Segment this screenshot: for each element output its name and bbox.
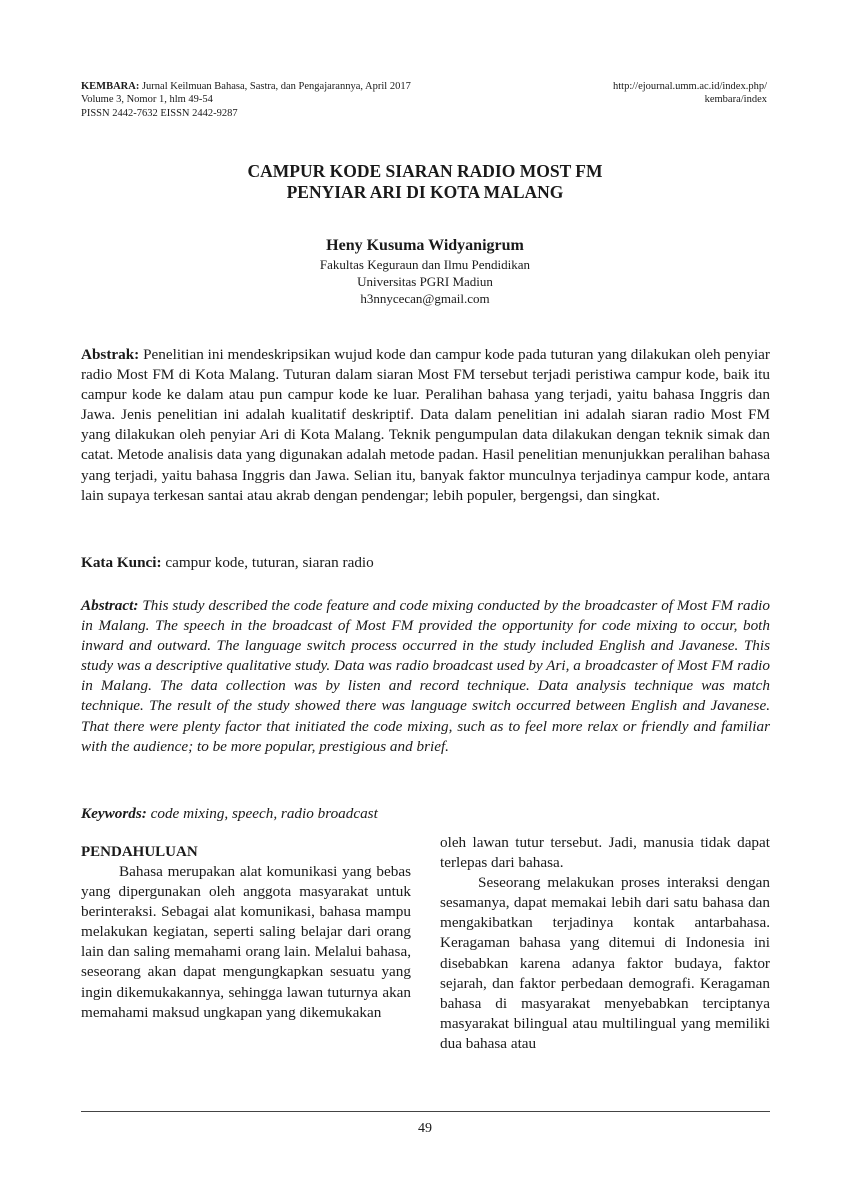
abstrak-paragraph (81, 345, 770, 506)
abstrak-text: Penelitian ini mendeskripsikan wujud kode dan campur kode pada tuturan yang dilakukan oleh penyiar radio Most FM di Kota Malang. Tuturan dalam siaran Most FM tersebut terjadi peristiwa campur kode, baik itu campur kode ke dalam atau pun campur kode ke luar. Peralihan bahasa yang terjadi, yaitu bahasa Inggris dan Jawa. Jenis penelitian ini adalah kualitatif deskriptif. Data dalam penelitian ini adalah siaran radio Most FM yang dilakukan oleh penyiar Ari di Kota Malang. Teknik pengumpulan data dilakukan dengan teknik simak dan catat. Metode analisis data yang digunakan adalah metode padan. Hasil penelitian menunjukkan peralihan bahasa yang terjadi, yaitu bahasa Inggris dan Jawa. Selian itu, banyak faktor munculnya terjadinya campur kode, antara lain supaya terkesan santai atau akrab dengan pendengar; lebih populer, bergengsi, dan singkat. (81, 346, 770, 504)
kata-kunci-label: Kata Kunci: (81, 554, 162, 571)
journal-name-line (81, 80, 411, 93)
abstract-text: This study described the code feature and code mixing conducted by the broadcaster of Most FM radio in Malang. The speech in the broadcast of Most FM provided the opportunity for code mixing to occur, both inward and outward. The language switch process occurred in the study included English and Javanese. This study was a descriptive qualitative study. Data was radio broadcast used by Ari, a broadcaster of Most FM radio in Malang. The data collection was by listen and record technique. Data analysis technique was match technique. The result of the study showed there was language switch occurred between English and Javanese. That there were plenty factor that initiated the code mixing, such as to feel more relax or friendly and familiar with the audience; to be more popular, prestigious and brief. (81, 597, 770, 755)
paper-title (0, 161, 850, 203)
body-paragraph: Seseorang melakukan proses interaksi dengan sesamanya, dapat memakai lebih dari satu bahasa dan mengakibatkan terjadinya kontak antarbahasa. Keragaman bahasa yang ditemui di Indonesia ini disebabkan karena adanya faktor budaya, faktor sejarah, dan faktor perbedaan demografi. Keragaman bahasa di masyarakat menyebabkan terciptanya masyarakat bilingual atau multilingual yang memiliki dua bahasa atau (440, 874, 770, 1052)
author-faculty: Fakultas Keguraun dan Ilmu Pendidikan (319, 257, 531, 272)
paper-title-line1: CAMPUR KODE SIARAN RADIO MOST FM (247, 161, 603, 181)
keywords-text: code mixing, speech, radio broadcast (146, 805, 378, 822)
body-paragraph-continued: oleh lawan tutur tersebut. Jadi, manusia tidak dapat terlepas dari bahasa. (440, 834, 770, 872)
journal-name: KEMBARA: (81, 81, 140, 92)
journal-subtitle: Jurnal Keilmuan Bahasa, Sastra, dan Pengajarannya, April 2017 (139, 81, 411, 92)
author-university: Universitas PGRI Madiun (357, 274, 493, 289)
paper-title-line2: PENYIAR ARI DI KOTA MALANG (286, 182, 564, 202)
author-name: Heny Kusuma Widyanigrum (326, 237, 524, 254)
keywords-label: Keywords: (81, 805, 147, 822)
journal-url-line1: http://ejournal.umm.ac.id/index.php/ (613, 81, 767, 92)
journal-url-line2: kembara/index (704, 94, 767, 106)
journal-issn: PISSN 2442-7632 EISSN 2442-9287 (81, 107, 238, 119)
footer-divider (81, 1111, 770, 1112)
abstract-label: Abstract: (81, 597, 139, 614)
body-column-left (81, 842, 411, 1023)
section-heading-pendahuluan: PENDAHULUAN (81, 844, 198, 860)
journal-url (613, 80, 767, 107)
body-paragraph: Bahasa merupakan alat komunikasi yang bebas yang dipergunakan oleh anggota masyarakat untuk berinteraksi. Sebagai alat komunikasi, bahasa mampu melakukan kegiatan, seperti saling belajar dari orang lain dan saling memahami orang lain. Melalui bahasa, seseorang akan dapat mengungkapkan sesuatu yang ingin dikemukakannya, sehingga lawan tuturnya akan memahami maksud ungkapan yang dikemukakan (81, 863, 411, 1021)
author-block (0, 236, 850, 307)
keywords-paragraph (81, 804, 770, 824)
author-email: h3nnycecan@gmail.com (360, 291, 490, 306)
abstrak-label: Abstrak: (81, 346, 140, 363)
journal-header (81, 80, 411, 120)
kata-kunci-paragraph (81, 553, 770, 573)
abstract-paragraph (81, 596, 770, 757)
kata-kunci-text: campur kode, tuturan, siaran radio (161, 554, 374, 571)
journal-volume: Volume 3, Nomor 1, hlm 49-54 (81, 94, 213, 106)
body-column-right (440, 833, 770, 1054)
page-number: 49 (418, 1121, 432, 1136)
